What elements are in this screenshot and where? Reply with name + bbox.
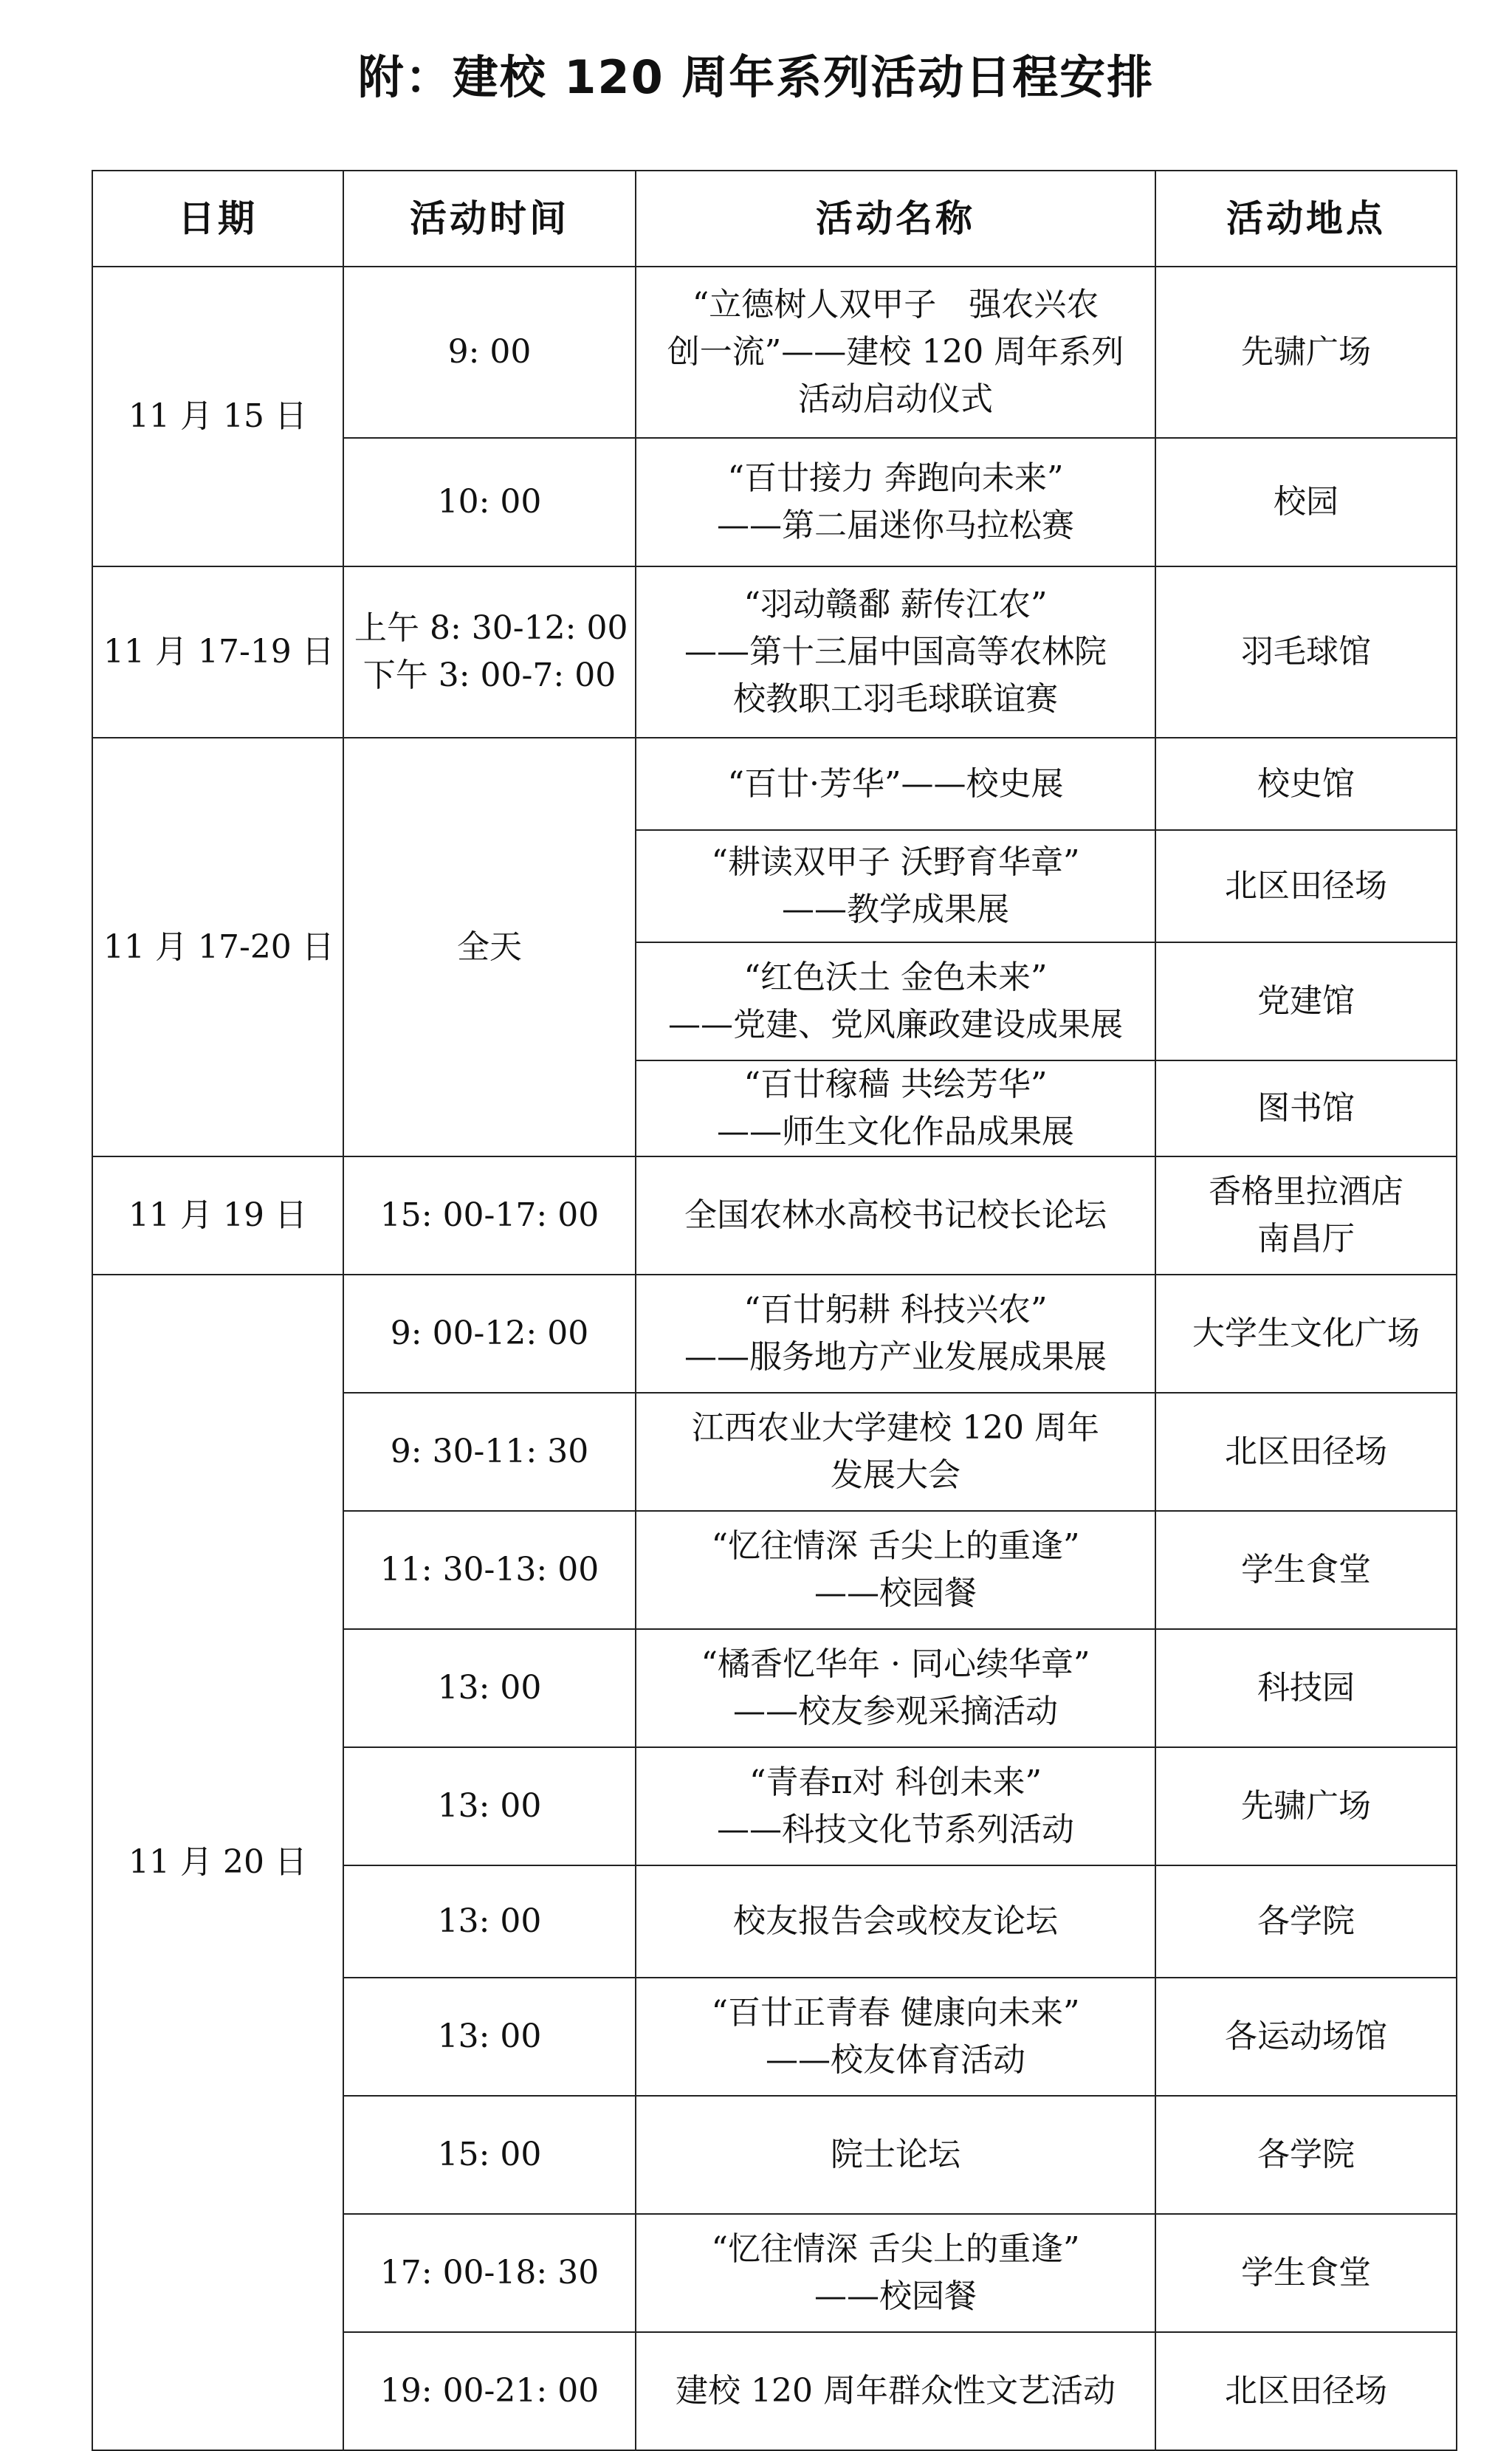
header-place: 活动地点	[1155, 171, 1457, 267]
place-cell: 先骕广场	[1155, 1747, 1457, 1865]
time-cell: 15: 00	[343, 2096, 636, 2214]
activity-name-cell: 江西农业大学建校 120 周年 发展大会	[636, 1393, 1155, 1511]
activity-name-cell: “红色沃土 金色未来” ——党建、党风廉政建设成果展	[636, 942, 1155, 1060]
date-cell: 11 月 17-19 日	[92, 566, 343, 738]
place-cell: 羽毛球馆	[1155, 566, 1457, 738]
place-cell: 北区田径场	[1155, 1393, 1457, 1511]
time-cell: 全天	[343, 738, 636, 1156]
page-title: 附：建校 120 周年系列活动日程安排	[357, 50, 1155, 104]
date-cell: 11 月 20 日	[92, 1275, 343, 2450]
place-cell: 各运动场馆	[1155, 1978, 1457, 2096]
activity-name-cell: 全国农林水高校书记校长论坛	[636, 1156, 1155, 1275]
time-cell: 17: 00-18: 30	[343, 2214, 636, 2332]
time-cell: 13: 00	[343, 1978, 636, 2096]
place-cell: 各学院	[1155, 2096, 1457, 2214]
place-cell: 大学生文化广场	[1155, 1275, 1457, 1393]
time-cell: 15: 00-17: 00	[343, 1156, 636, 1275]
place-cell: 学生食堂	[1155, 2214, 1457, 2332]
date-cell: 11 月 17-20 日	[92, 738, 343, 1156]
place-cell: 校史馆	[1155, 738, 1457, 830]
activity-name-cell: “百廿接力 奔跑向未来” ——第二届迷你马拉松赛	[636, 438, 1155, 566]
time-cell: 9: 30-11: 30	[343, 1393, 636, 1511]
activity-name-cell: “忆往情深 舌尖上的重逢” ——校园餐	[636, 2214, 1155, 2332]
table-row	[92, 1156, 1457, 1275]
activity-name-cell: “羽动赣鄱 薪传江农” ——第十三届中国高等农林院 校教职工羽毛球联谊赛	[636, 566, 1155, 738]
activity-name-cell: “立德树人双甲子 强农兴农 创一流”——建校 120 周年系列 活动启动仪式	[636, 267, 1155, 438]
header-name: 活动名称	[636, 171, 1155, 267]
place-cell: 党建馆	[1155, 942, 1457, 1060]
date-cell: 11 月 19 日	[92, 1156, 343, 1275]
place-cell: 各学院	[1155, 1865, 1457, 1978]
header-time: 活动时间	[343, 171, 636, 267]
activity-name-cell: “百廿躬耕 科技兴农” ——服务地方产业发展成果展	[636, 1275, 1155, 1393]
time-cell: 13: 00	[343, 1865, 636, 1978]
activity-name-cell: 校友报告会或校友论坛	[636, 1865, 1155, 1978]
header-date: 日期	[92, 171, 343, 267]
place-cell: 科技园	[1155, 1629, 1457, 1747]
place-cell: 北区田径场	[1155, 830, 1457, 942]
table-row	[92, 1275, 1457, 1393]
time-cell: 19: 00-21: 00	[343, 2332, 636, 2450]
time-cell: 13: 00	[343, 1747, 636, 1865]
place-cell: 先骕广场	[1155, 267, 1457, 438]
table-row	[92, 267, 1457, 438]
table-row	[92, 566, 1457, 738]
place-cell: 学生食堂	[1155, 1511, 1457, 1629]
activity-name-cell: “百廿正青春 健康向未来” ——校友体育活动	[636, 1978, 1155, 2096]
time-cell: 9: 00-12: 00	[343, 1275, 636, 1393]
activity-name-cell: “青春π对 科创未来” ——科技文化节系列活动	[636, 1747, 1155, 1865]
time-cell: 10: 00	[343, 438, 636, 566]
place-cell: 校园	[1155, 438, 1457, 566]
activity-name-cell: 院士论坛	[636, 2096, 1155, 2214]
activity-name-cell: 建校 120 周年群众性文艺活动	[636, 2332, 1155, 2450]
time-cell: 9: 00	[343, 267, 636, 438]
activity-name-cell: “百廿·芳华”——校史展	[636, 738, 1155, 830]
activity-name-cell: “忆往情深 舌尖上的重逢” ——校园餐	[636, 1511, 1155, 1629]
time-cell: 13: 00	[343, 1629, 636, 1747]
table-header-row	[92, 171, 1457, 267]
activity-name-cell: “耕读双甲子 沃野育华章” ——教学成果展	[636, 830, 1155, 942]
table-row	[92, 738, 1457, 830]
date-cell: 11 月 15 日	[92, 267, 343, 566]
time-cell: 11: 30-13: 00	[343, 1511, 636, 1629]
place-cell: 北区田径场	[1155, 2332, 1457, 2450]
time-cell: 上午 8: 30-12: 00 下午 3: 00-7: 00	[343, 566, 636, 738]
place-cell: 图书馆	[1155, 1060, 1457, 1156]
schedule-table	[92, 170, 1457, 2451]
activity-name-cell: “百廿稼穑 共绘芳华” ——师生文化作品成果展	[636, 1060, 1155, 1156]
activity-name-cell: “橘香忆华年 · 同心续华章” ——校友参观采摘活动	[636, 1629, 1155, 1747]
place-cell: 香格里拉酒店 南昌厅	[1155, 1156, 1457, 1275]
